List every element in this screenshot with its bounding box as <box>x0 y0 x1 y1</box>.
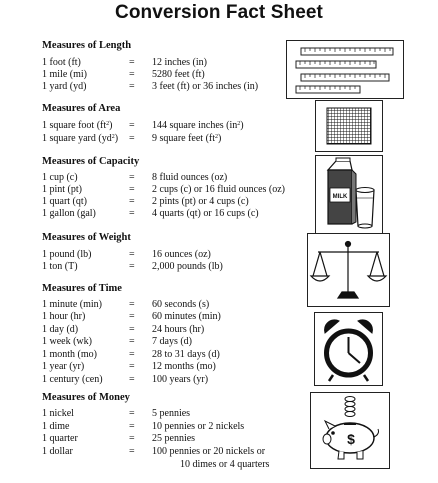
equals-sign: = <box>129 374 135 385</box>
unit-value: 3 feet (ft) or 36 inches (in) <box>152 81 259 92</box>
equals-sign: = <box>129 311 135 322</box>
section-heading-area: Measures of Area <box>42 103 121 114</box>
equals-sign: = <box>129 421 135 432</box>
unit-value: 60 minutes (min) <box>152 311 221 322</box>
unit-value: 24 hours (hr) <box>152 324 205 335</box>
section-heading-time: Measures of Time <box>42 283 122 294</box>
equals-sign: = <box>129 361 135 372</box>
unit-label: 1 dollar <box>42 446 73 457</box>
unit-value: 12 inches (in) <box>152 57 207 68</box>
svg-text:MILK: MILK <box>332 194 348 200</box>
unit-label: 1 quarter <box>42 433 78 444</box>
unit-label: 1 cup (c) <box>42 172 78 183</box>
unit-label: 1 yard (yd) <box>42 81 87 92</box>
balance-scale-icon <box>307 233 390 307</box>
page-title: Conversion Fact Sheet <box>115 2 323 23</box>
unit-value: 28 to 31 days (d) <box>152 349 220 360</box>
equals-sign: = <box>129 249 135 260</box>
unit-label: 1 pint (pt) <box>42 184 82 195</box>
equals-sign: = <box>129 208 135 219</box>
equals-sign: = <box>129 184 135 195</box>
svg-text:$: $ <box>347 431 355 447</box>
equals-sign: = <box>129 261 135 272</box>
equals-sign: = <box>129 120 135 131</box>
unit-value: 10 pennies or 2 nickels <box>152 421 245 432</box>
section-heading-capacity: Measures of Capacity <box>42 156 140 167</box>
unit-value: 25 pennies <box>152 433 196 444</box>
unit-value: 9 square feet $(ft^2)$ <box>152 133 222 144</box>
unit-value: 5 pennies <box>152 408 191 419</box>
unit-label: 1 hour (hr) <box>42 311 86 322</box>
unit-label: 1 year (yr) <box>42 361 85 372</box>
unit-label: 1 dime <box>42 421 70 432</box>
section-heading-weight: Measures of Weight <box>42 232 131 243</box>
unit-label: 1 pound (lb) <box>42 249 92 260</box>
rulers-icon <box>286 40 404 99</box>
unit-value: 8 fluid ounces (oz) <box>152 172 228 183</box>
equals-sign: = <box>129 324 135 335</box>
equals-sign: = <box>129 349 135 360</box>
equals-sign: = <box>129 408 135 419</box>
equals-sign: = <box>129 336 135 347</box>
unit-label: 1 quart (qt) <box>42 196 87 207</box>
piggy-bank-coins-icon <box>310 392 390 469</box>
grid-square-icon <box>315 100 383 152</box>
unit-label: 1 square foot $(ft^2)$ <box>42 120 113 131</box>
equals-sign: = <box>129 172 135 183</box>
money-continuation: 10 dimes or 4 quarters <box>180 459 270 470</box>
equals-sign: = <box>129 133 135 144</box>
unit-value: 7 days (d) <box>152 336 192 347</box>
unit-label: 1 century (cen) <box>42 374 103 385</box>
equals-sign: = <box>129 446 135 457</box>
unit-value: 2,000 pounds (lb) <box>152 261 223 272</box>
unit-value: 100 pennies or 20 nickels or <box>152 446 266 457</box>
unit-value: 2 cups (c) or 16 fluid ounces (oz) <box>152 184 286 195</box>
equals-sign: = <box>129 196 135 207</box>
unit-label: 1 gallon (gal) <box>42 208 96 219</box>
unit-value: 144 square inches $(in^2)$ <box>152 120 244 131</box>
unit-value: 5280 feet (ft) <box>152 69 205 80</box>
unit-label: 1 ton (T) <box>42 261 78 272</box>
equals-sign: = <box>129 69 135 80</box>
unit-value: 60 seconds (s) <box>152 299 210 310</box>
unit-label: 1 day (d) <box>42 324 79 335</box>
unit-label: 1 week (wk) <box>42 336 92 347</box>
unit-label: 1 nickel <box>42 408 74 419</box>
equals-sign: = <box>129 57 135 68</box>
unit-value: 2 pints (pt) or 4 cups (c) <box>152 196 249 207</box>
unit-value: 100 years (yr) <box>152 374 209 385</box>
section-heading-length: Measures of Length <box>42 40 132 51</box>
unit-label: 1 square yard $(yd^2)$ <box>42 133 119 144</box>
unit-label: 1 mile (mi) <box>42 69 87 80</box>
equals-sign: = <box>129 299 135 310</box>
unit-value: 4 quarts (qt) or 16 cups (c) <box>152 208 259 219</box>
section-heading-money: Measures of Money <box>42 392 130 403</box>
alarm-clock-icon <box>314 312 383 386</box>
unit-label: 1 month (mo) <box>42 349 97 360</box>
unit-label: 1 minute (min) <box>42 299 102 310</box>
unit-label: 1 foot (ft) <box>42 57 81 68</box>
unit-value: 12 months (mo) <box>152 361 216 372</box>
milk-carton-glass-icon <box>315 155 383 234</box>
unit-value: 16 ounces (oz) <box>152 249 211 260</box>
equals-sign: = <box>129 81 135 92</box>
equals-sign: = <box>129 433 135 444</box>
